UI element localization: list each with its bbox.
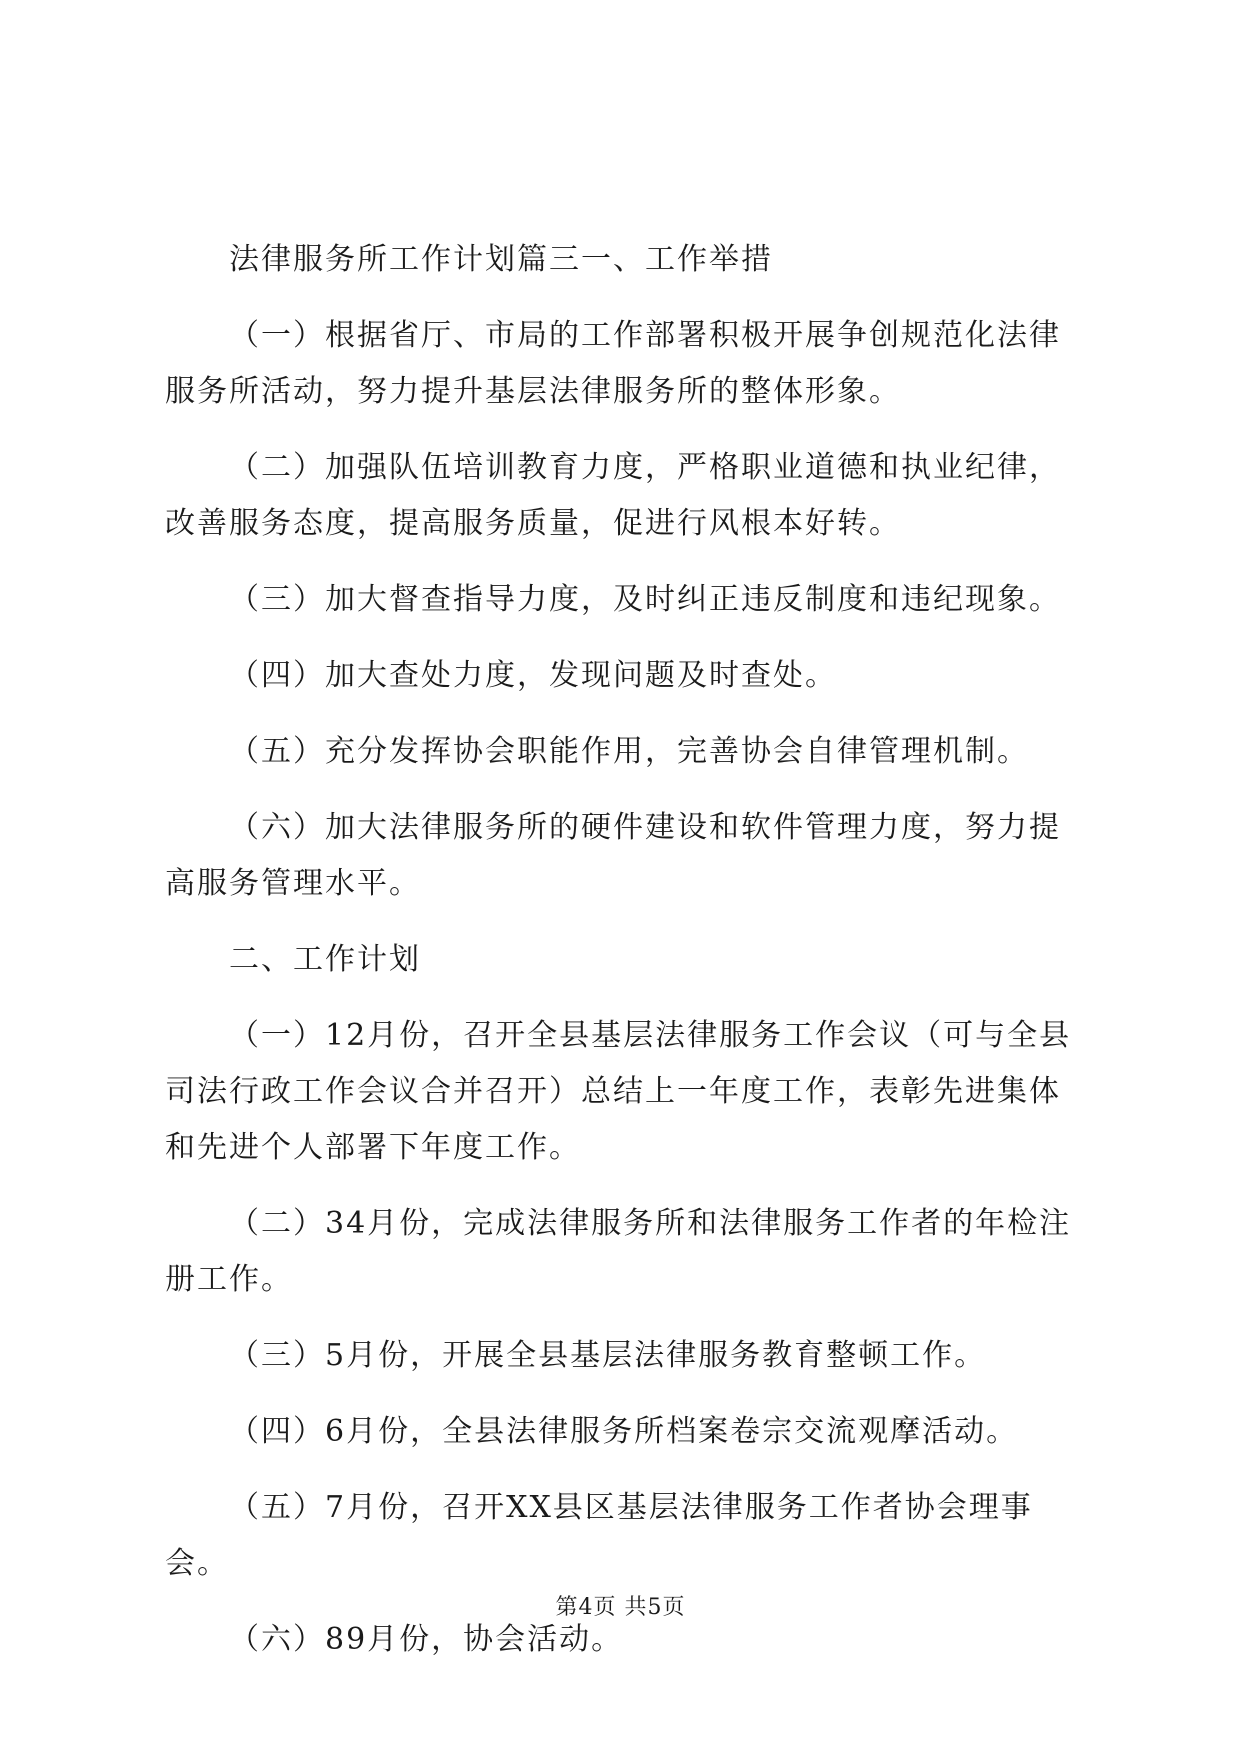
paragraph-plan-6: （六）89月份，协会活动。 <box>229 1622 624 1657</box>
section-heading-measures: 法律服务所工作计划篇三一、工作举措 <box>229 242 773 277</box>
page-number-footer: 第4页 共5页 <box>555 1595 686 1620</box>
paragraph-plan-3: （三）5月份，开展全县基层法律服务教育整顿工作。 <box>229 1338 987 1373</box>
paragraph-measure-1: （一）根据省厅、市局的工作部署积极开展争创规范化法律服务所活动，努力提升基层法律服务所的整体形象。 <box>165 318 1061 409</box>
paragraph-plan-1: （一）12月份，召开全县基层法律服务工作会议（可与全县司法行政工作会议合并召开）总结上一年度工作，表彰先进集体和先进个人部署下年度工作。 <box>165 1018 1072 1165</box>
document-body <box>165 232 1080 1668</box>
paragraph-measure-2: （二）加强队伍培训教育力度，严格职业道德和执业纪律，改善服务态度，提高服务质量，促进行风根本好转。 <box>165 450 1061 541</box>
paragraph-plan-5: （五）7月份，召开XX县区基层法律服务工作者协会理事会。 <box>165 1490 1033 1581</box>
paragraph-measure-6: （六）加大法律服务所的硬件建设和软件管理力度，努力提高服务管理水平。 <box>165 810 1061 901</box>
paragraph-measure-4: （四）加大查处力度，发现问题及时查处。 <box>229 658 837 693</box>
paragraph-plan-2: （二）34月份，完成法律服务所和法律服务工作者的年检注册工作。 <box>165 1206 1072 1297</box>
paragraph-measure-3: （三）加大督查指导力度，及时纠正违反制度和违纪现象。 <box>229 582 1061 617</box>
paragraph-plan-4: （四）6月份，全县法律服务所档案卷宗交流观摩活动。 <box>229 1414 1019 1449</box>
paragraph-measure-5: （五）充分发挥协会职能作用，完善协会自律管理机制。 <box>229 734 1029 769</box>
section-heading-plan: 二、工作计划 <box>229 942 421 977</box>
